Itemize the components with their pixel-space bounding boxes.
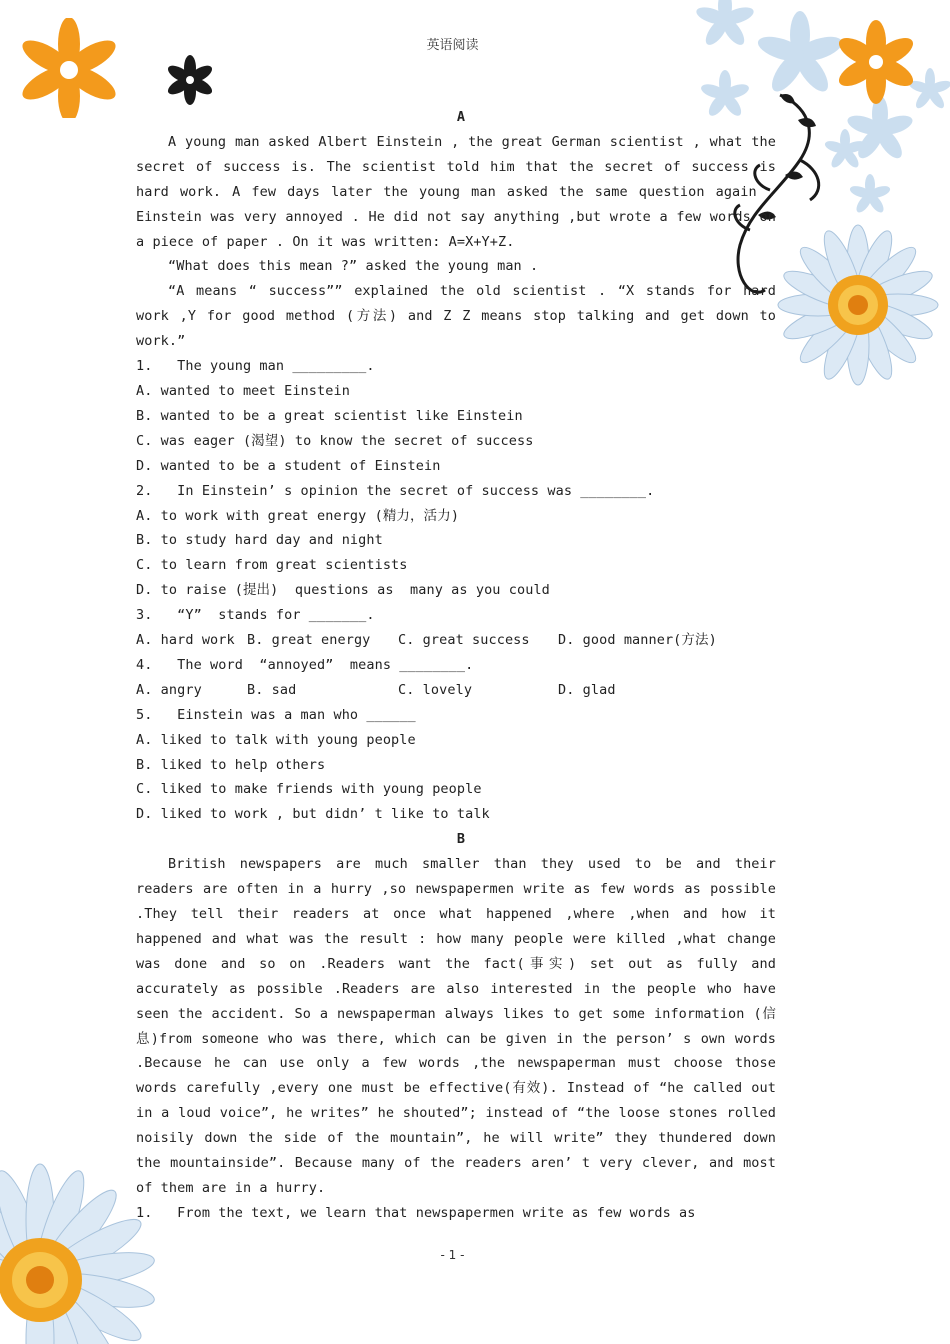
- question-3-option-a: A. hard work: [136, 632, 235, 649]
- section-a-paragraph-2: “What does this mean ?” asked the young man .: [168, 258, 539, 275]
- black-flower-top: [160, 50, 220, 110]
- question-5-option-a: A. liked to talk with young people: [136, 731, 416, 748]
- question-1-option-c: C. was eager (渴望) to know the secret of success: [136, 432, 534, 449]
- question-2-stem: 2. In Einstein’ s opinion the secret of success was ________.: [136, 482, 655, 499]
- question-5-option-c: C. liked to make friends with young people: [136, 781, 482, 798]
- question-4-option-b: B. sad: [247, 681, 297, 698]
- question-2-option-b: B. to study hard day and night: [136, 532, 383, 549]
- question-3-option-c: C. great success: [398, 632, 530, 649]
- question-4-option-c: C. lovely: [398, 681, 473, 698]
- page-header: 英语阅读: [426, 38, 479, 53]
- question-4-option-a: A. angry: [136, 681, 202, 698]
- question-2-option-c: C. to learn from great scientists: [136, 557, 408, 574]
- section-b-title: B: [456, 831, 466, 848]
- question-3-option-d: D. good manner(方法): [558, 632, 717, 649]
- question-5-option-b: B. liked to help others: [136, 756, 326, 773]
- question-3-option-b: B. great energy: [247, 632, 371, 649]
- section-a-paragraph-1: A young man asked Albert Einstein , the great German scientist , what the secret of success is. The scientist told him that the secret of success is hard work. A few days later the young man asked the same question again . Einstein was very annoyed . He did not say anything ,but wrote a few words on a piece of paper . On it was written: A=X+Y+Z.: [136, 133, 776, 250]
- section-a-title: A: [456, 109, 466, 125]
- question-4-stem: 4. The word “annoyed” means ________.: [136, 656, 474, 673]
- question-5-option-d: D. liked to work , but didn’ t like to talk: [136, 806, 490, 823]
- document-body: [136, 105, 776, 1226]
- question-5-stem: 5. Einstein was a man who ______: [136, 706, 416, 723]
- question-1-stem: 1. The young man _________.: [136, 358, 375, 375]
- section-b-question-1-stem: 1. From the text, we learn that newspapermen write as few words as: [136, 1204, 696, 1221]
- question-2-option-a: A. to work with great energy (精力，活力): [136, 507, 460, 524]
- question-1-option-d: D. wanted to be a student of Einstein: [136, 457, 441, 474]
- question-1-option-a: A. wanted to meet Einstein: [136, 382, 350, 399]
- question-2-option-d: D. to raise (提出) questions as many as you could: [136, 582, 550, 599]
- question-4-options: [136, 678, 776, 703]
- question-4-option-d: D. glad: [558, 681, 616, 698]
- question-3-stem: 3. “Y” stands for _______.: [136, 607, 375, 624]
- page-number: - 1 -: [440, 1248, 465, 1262]
- orange-flower-top-left: [15, 18, 125, 118]
- question-3-options: [136, 628, 776, 653]
- section-b-paragraph: British newspapers are much smaller than they used to be and their readers are often in a hurry ,so newspapermen write as few words as possible .They tell their readers at once what happened ,where ,when and how it happened and what was the result : how many people were killed ,what change was done and so on .Readers want the fact(事实) set out as fully and accurately as possible .Readers are also interested in the people who have seen the accident. So a newspaperman always likes to get some information (信息)from someone who was there, which can be given in the person’ s own words .Because he can use only a few words ,the newspaperman must choose those words carefully ,every one must be effective(有效). Instead of “he called out in a loud voice”, he writes” he shouted”; instead of “the loose stones rolled noisily down the side of the mountain”, he will write” they thundered down the mountainside”. Because many of the readers aren’ t very clever, and most of them are in a hurry.: [136, 856, 776, 1196]
- section-a-paragraph-3: “A means “ success”” explained the old scientist . “X stands for hard work ,Y for good method (方法) and Z Z means stop talking and get down to work.”: [136, 283, 776, 350]
- question-1-option-b: B. wanted to be a great scientist like Einstein: [136, 407, 523, 424]
